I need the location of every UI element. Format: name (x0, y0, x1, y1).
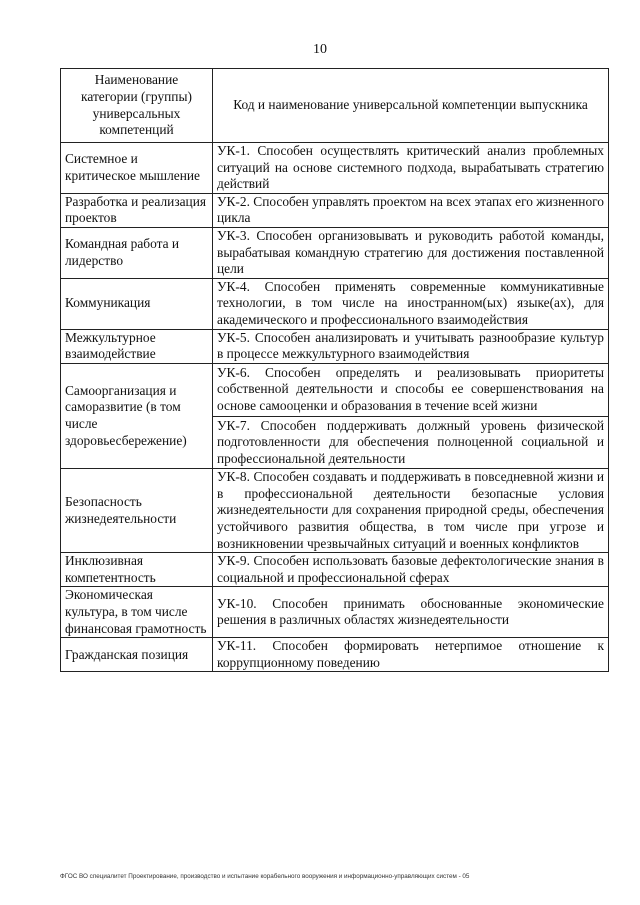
category-cell: Самоорганизация и саморазвитие (в том числе здоровьесбережение) (61, 363, 213, 469)
category-cell: Системное и критическое мышление (61, 143, 213, 194)
competency-cell (213, 193, 609, 227)
table-row (61, 193, 609, 227)
table-row (61, 553, 609, 587)
table-row (61, 469, 609, 553)
table-row (61, 329, 609, 363)
category-cell: Экономическая культура, в том числе финансовая грамотность (61, 587, 213, 638)
table-row (61, 638, 609, 672)
competency-text: УК-4. Способен применять современные коммуникативные технологии, в том числе на иностранном(ых) языке(ах), для академического и профессионального взаимодействия (217, 278, 604, 327)
competency-text: УК-9. Способен использовать базовые дефектологические знания в социальной и профессиональной сферах (217, 553, 604, 585)
competency-cell (213, 329, 609, 363)
competency-text: УК-3. Способен организовывать и руководить работой команды, вырабатывая командную стратегию для достижения поставленной цели (217, 227, 604, 277)
page-footer: ФГОС ВО специалитет Проектирование, производство и испытание корабельного вооружения и информационно-управляющих систем - 05 (60, 873, 470, 880)
header-category: Наименование категории (группы) универсальных компетенций (61, 69, 213, 143)
competency-cell (213, 638, 609, 672)
category-cell: Безопасность жизнедеятельности (61, 469, 213, 553)
table-row (61, 143, 609, 194)
category-cell: Командная работа и лидерство (61, 227, 213, 278)
category-cell: Инклюзивная компетентность (61, 553, 213, 587)
competency-text: УК-1. Способен осуществлять критический анализ проблемных ситуаций на основе системного подхода, вырабатывать стратегию действий (217, 143, 604, 192)
competency-cell (213, 363, 609, 469)
competency-cell (213, 278, 609, 329)
competency-text: УК-5. Способен анализировать и учитывать разнообразие культур в процессе межкультурного взаимодействия (217, 329, 604, 362)
category-cell: Межкультурное взаимодействие (61, 329, 213, 363)
table-header-row (61, 69, 609, 143)
competencies-table (60, 68, 609, 672)
competency-text: УК-11. Способен формировать нетерпимое отношение к коррупционному поведению (217, 638, 604, 670)
table-row (61, 363, 609, 469)
competency-text: УК-10. Способен принимать обоснованные экономические решения в различных областях жизнедеятельности (217, 595, 604, 628)
competency-cell (213, 143, 609, 194)
competency-cell (213, 553, 609, 587)
table-row (61, 227, 609, 278)
competency-text: УК-2. Способен управлять проектом на всех этапах его жизненного цикла (217, 193, 604, 226)
competency-text: УК-7. Способен поддерживать должный уровень физической подготовленности для обеспечения полноценной социальной и профессиональной деятельности (213, 416, 608, 469)
table-row (61, 278, 609, 329)
competency-cell (213, 469, 609, 553)
competency-cell (213, 587, 609, 638)
competency-text: УК-8. Способен создавать и поддерживать в повседневной жизни и в профессиональной деятельности безопасные условия жизнедеятельности для сохранения природной среды, обеспечения устойчивого развития общества, в том числе при угрозе и возникновении чрезвычайных ситуаций и военных конфликтов (217, 469, 604, 551)
header-competency: Код и наименование универсальной компетенции выпускника (213, 69, 609, 143)
category-cell: Коммуникация (61, 278, 213, 329)
category-cell: Гражданская позиция (61, 638, 213, 672)
table-row (61, 587, 609, 638)
competency-cell (213, 227, 609, 278)
page-number: 10 (313, 42, 327, 57)
competency-text: УК-6. Способен определять и реализовывать приоритеты собственной деятельности и способы ее совершенствования на основе самооценки и образования в течение всей жизни (217, 364, 604, 413)
category-cell: Разработка и реализация проектов (61, 193, 213, 227)
